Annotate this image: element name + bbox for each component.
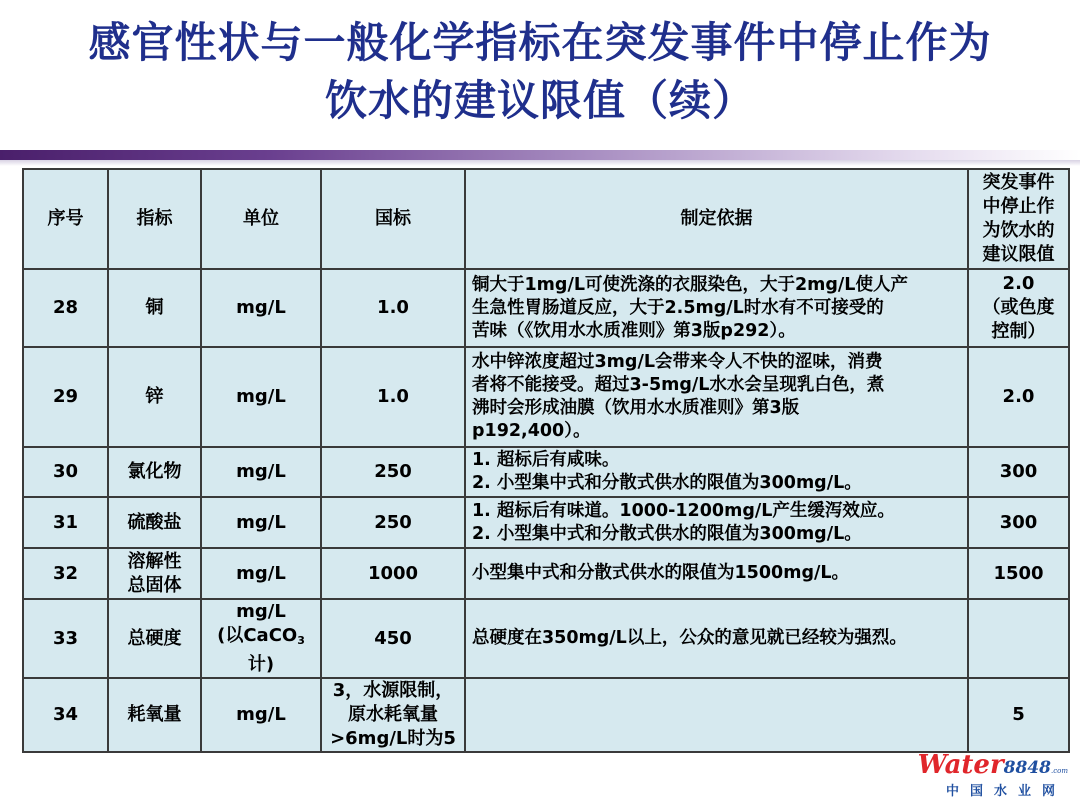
cell-limit (968, 548, 1069, 599)
cell-no: 34 (23, 678, 108, 752)
logo-chinese-name: 中国水业网 (945, 784, 1066, 799)
cell-unit (201, 497, 321, 548)
cell-limit (968, 447, 1069, 497)
header-limit-line: 突发事件 (982, 172, 1055, 193)
cell-standard (321, 548, 465, 599)
slide-title-line-2: 饮水的建议限值（续） (324, 76, 755, 125)
cell-basis-line: 2. 小型集中式和分散式供水的限值为300mg/L。 (472, 473, 862, 493)
cell-indicator-line: 锌 (145, 386, 164, 407)
cell-limit-line: 5 (1012, 704, 1025, 725)
cell-limit-line: 300 (999, 511, 1038, 533)
cell-limit (968, 347, 1069, 447)
cell-standard (321, 347, 465, 447)
cell-limit (968, 599, 1069, 678)
logo-wordmark (918, 750, 1068, 780)
cell-indicator (108, 269, 201, 347)
header-indicator: 指标 (108, 169, 201, 269)
cell-indicator (108, 497, 201, 548)
cell-no: 31 (23, 497, 108, 548)
cell-limit-line: 2.0 (1002, 273, 1035, 294)
cell-standard-line: 250 (374, 511, 412, 533)
limits-table (22, 168, 1070, 753)
cell-limit-line: 1500 (993, 562, 1044, 584)
cell-standard-line: 1000 (367, 562, 419, 584)
water8848-logo (917, 750, 1068, 800)
title-divider-shadow (0, 160, 1080, 166)
cell-standard (321, 447, 465, 497)
slide-title (0, 14, 1080, 130)
table-row (23, 678, 1069, 752)
cell-basis-line: 水中锌浓度超过3mg/L会带来令人不快的涩味，消费 (472, 352, 883, 372)
cell-unit-line: mg/L (236, 704, 286, 725)
cell-unit-line: mg/L (236, 297, 286, 318)
cell-limit-line: 2.0 (1002, 386, 1035, 407)
cell-standard-line: 250 (374, 461, 412, 482)
cell-basis-line: 2. 小型集中式和分散式供水的限值为300mg/L。 (472, 523, 862, 544)
cell-limit-line: （或色度 (982, 297, 1055, 318)
cell-indicator (108, 548, 201, 599)
header-unit: 单位 (201, 169, 321, 269)
cell-basis (465, 548, 968, 599)
cell-standard (321, 678, 465, 752)
cell-basis-line: 小型集中式和分散式供水的限值为1500mg/L。 (472, 563, 850, 583)
cell-unit-line: mg/L (236, 461, 286, 482)
cell-basis-line: 者将不能接受。超过3-5mg/L水水会呈现乳白色，煮 (472, 375, 885, 395)
cell-unit (201, 347, 321, 447)
header-row (23, 169, 1069, 269)
cell-indicator-line: 总固体 (127, 574, 182, 596)
cell-basis-line: 生急性胃肠道反应，大于2.5mg/L时水有不可接受的 (472, 297, 884, 318)
cell-basis-line: 1. 超标后有咸味。 (472, 450, 620, 470)
cell-no: 33 (23, 599, 108, 678)
header-no: 序号 (23, 169, 108, 269)
cell-basis-line: p192,400）。 (472, 421, 591, 441)
cell-unit-line: mg/L (236, 511, 286, 533)
cell-standard-line: 1.0 (377, 297, 409, 318)
cell-indicator (108, 447, 201, 497)
header-limit-line: 建议限值 (982, 244, 1055, 265)
cell-limit (968, 678, 1069, 752)
cell-standard-line: 3，水源限制， (332, 680, 454, 701)
cell-unit-subscript: 3 (297, 634, 305, 647)
cell-standard (321, 599, 465, 678)
table-row (23, 599, 1069, 678)
cell-limit-line: 控制） (991, 321, 1046, 342)
cell-indicator (108, 678, 201, 752)
cell-unit-line: mg/L (236, 562, 286, 584)
cell-standard-line: 原水耗氧量 (348, 704, 438, 725)
cell-unit (201, 269, 321, 347)
cell-unit (201, 599, 321, 678)
cell-standard-line: 450 (374, 627, 412, 649)
cell-basis (465, 678, 968, 752)
cell-unit (201, 678, 321, 752)
cell-indicator-line: 总硬度 (127, 627, 182, 649)
cell-indicator-line: 氯化物 (127, 461, 182, 482)
cell-no: 30 (23, 447, 108, 497)
cell-unit-text: 计) (247, 654, 275, 675)
cell-unit (201, 548, 321, 599)
cell-basis-line: 铜大于1mg/L可使洗涤的衣服染色，大于2mg/L使人产 (472, 274, 908, 295)
table-row (23, 497, 1069, 548)
table-row (23, 548, 1069, 599)
cell-standard-line: >6mg/L时为5 (330, 728, 456, 749)
cell-limit (968, 497, 1069, 548)
cell-limit-line: 300 (999, 461, 1038, 482)
cell-unit-line: mg/L (236, 386, 286, 407)
cell-indicator-line: 溶解性 (127, 550, 182, 572)
cell-unit-line: mg/L (236, 601, 286, 622)
cell-unit (201, 447, 321, 497)
logo-brand-b: 8848 (1003, 758, 1051, 778)
table-row (23, 269, 1069, 347)
cell-indicator-line: 硫酸盐 (127, 511, 182, 533)
table-row (23, 347, 1069, 447)
slide-title-line-1: 感官性状与一般化学指标在突发事件中停止作为 (88, 18, 992, 67)
cell-basis-line: 沸时会形成油膜（饮用水水质准则》第3版 (472, 398, 800, 418)
cell-basis (465, 599, 968, 678)
header-basis: 制定依据 (465, 169, 968, 269)
cell-standard (321, 269, 465, 347)
table-row (23, 447, 1069, 497)
cell-no: 29 (23, 347, 108, 447)
cell-standard (321, 497, 465, 548)
cell-basis (465, 347, 968, 447)
cell-standard-line: 1.0 (377, 386, 409, 407)
header-limit-line: 为饮水的 (982, 220, 1055, 241)
logo-brand-c: .com (1051, 767, 1068, 775)
cell-indicator-line: 铜 (145, 297, 164, 318)
cell-unit-text: (以CaCO (217, 625, 298, 646)
title-divider-bar (0, 150, 1080, 160)
cell-unit-line (206, 624, 316, 677)
cell-limit (968, 269, 1069, 347)
cell-basis-line: 1. 超标后有味道。1000-1200mg/L产生缓泻效应。 (472, 500, 895, 521)
header-limit-line: 中停止作 (982, 196, 1055, 217)
cell-basis (465, 269, 968, 347)
cell-no: 32 (23, 548, 108, 599)
cell-no: 28 (23, 269, 108, 347)
cell-indicator (108, 347, 201, 447)
header-limit (968, 169, 1069, 269)
header-standard: 国标 (321, 169, 465, 269)
cell-basis (465, 447, 968, 497)
cell-indicator (108, 599, 201, 678)
cell-basis (465, 497, 968, 548)
cell-basis-line: 总硬度在350mg/L以上，公众的意见就已经较为强烈。 (472, 628, 907, 648)
logo-brand-a: Water (917, 750, 1004, 780)
cell-basis-line: 苦味（《饮用水水质准则》第3版p292）。 (472, 320, 796, 341)
cell-indicator-line: 耗氧量 (127, 704, 182, 725)
